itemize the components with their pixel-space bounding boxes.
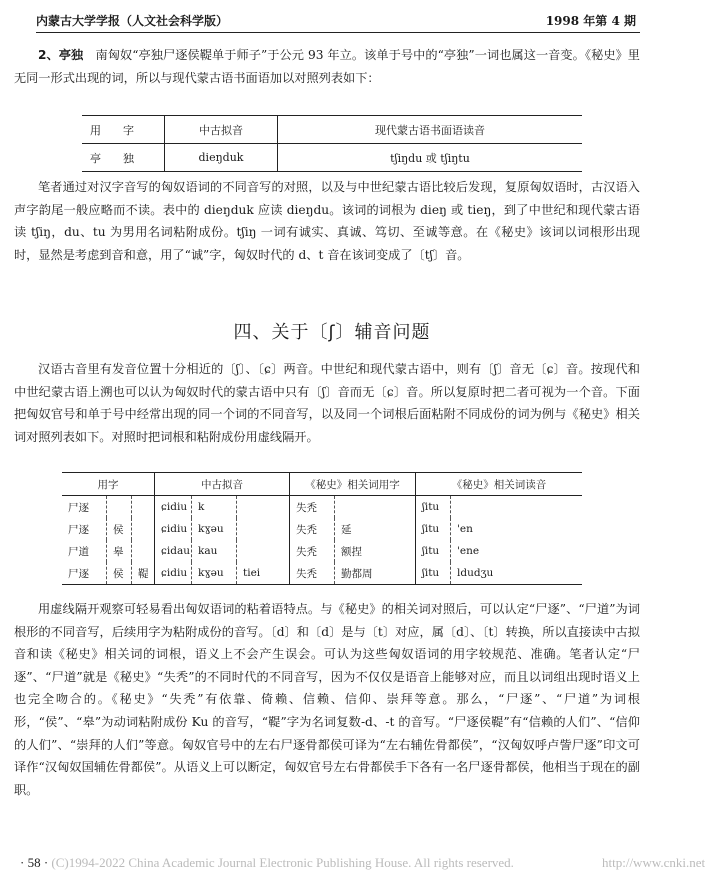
table-cell: 失秃: [290, 562, 335, 585]
website-link[interactable]: http://www.cnki.net: [602, 855, 705, 870]
page-footer: [20, 855, 705, 871]
table-cell: tʃiŋdu 或 tʃiŋtu: [278, 144, 583, 172]
table-cell: ʃitu: [416, 496, 451, 519]
header-cell: 中古拟音: [165, 116, 278, 144]
table-row: [62, 562, 582, 585]
table-cell: [107, 496, 132, 519]
table-cell: [132, 518, 155, 540]
table-cell: tiei: [237, 562, 290, 585]
table-cell: [451, 496, 583, 519]
table-cell: 延: [335, 518, 416, 540]
table-cell: 'en: [457, 523, 473, 535]
running-header: [36, 10, 640, 33]
table-cell: [237, 518, 290, 540]
table-cell: dieŋduk: [165, 144, 278, 172]
comparison-table-2: [62, 472, 582, 585]
table-cell: 亭独: [82, 144, 165, 172]
table-cell: [237, 540, 290, 562]
table-header-row: [62, 473, 582, 496]
table-header-row: [82, 116, 582, 144]
table-cell: ɕidiu: [155, 562, 192, 585]
table-cell: 侯: [107, 518, 132, 540]
paragraph-ting-du: [14, 44, 640, 89]
table-cell: 鞮: [132, 562, 155, 585]
comparison-table-1: [82, 115, 582, 172]
table-cell: kau: [192, 540, 237, 562]
table-cell: 'ene: [457, 545, 480, 557]
subsection-heading: 2、亭独: [38, 48, 84, 62]
table-cell: 失秃: [290, 496, 335, 519]
table-cell: 尸道: [62, 540, 107, 562]
header-cell: 用字: [82, 116, 165, 144]
table-cell: ʃitu: [416, 518, 451, 540]
table-cell: kɣəu: [192, 562, 237, 585]
table-cell: [132, 540, 155, 562]
table-cell: 勤都周: [335, 562, 416, 585]
table-row: [62, 540, 582, 562]
table-cell: ʃitu: [416, 562, 451, 585]
table-cell: kɣəu: [192, 518, 237, 540]
table-row: [62, 518, 582, 540]
table-cell: [237, 496, 290, 519]
header-cell: 中古拟音: [155, 473, 290, 496]
header-cell: 用字: [62, 473, 155, 496]
copyright-notice: (C)1994-2022 China Academic Journal Electronic Publishing House. All rights reserved.: [51, 855, 514, 870]
table-cell: 失秃: [290, 540, 335, 562]
paragraph-sh-consonant: 汉语古音里有发音位置十分相近的〔ʃ〕、〔ɕ〕两音。中世纪和现代蒙古语中，则有〔ʃ〕音无〔ɕ〕音。按现代和中世纪蒙古语上溯也可以认为匈奴时代的蒙古语中只有〔ʃ〕音而无〔ɕ〕音。所以复原时把二者可视为一个音。下面把匈奴官号和单于号中经常出现的同一个词的不同音写，以及同一个词根后面粘附不同成份的词为例与《秘史》相关词对照列表如下。对照时把词根和粘附成份用虚线隔开。: [14, 362, 640, 444]
table-cell: ɕidiu: [155, 518, 192, 540]
page-number: · 58 ·: [20, 855, 49, 870]
table-cell: 额捏: [335, 540, 416, 562]
table-cell: 皋: [107, 540, 132, 562]
table-cell: [335, 496, 416, 519]
table-cell: 侯: [107, 562, 132, 585]
table-cell: 失秃: [290, 518, 335, 540]
table-cell: ɕidau: [155, 540, 192, 562]
header-cell: 现代蒙古语书面语读音: [278, 116, 583, 144]
section-title: 四、关于〔ʃ〕辅音问题: [233, 322, 431, 343]
issue-number: 1998 年第 4 期: [545, 14, 636, 28]
table-cell: ʃitu: [416, 540, 451, 562]
paragraph-conclusion: 用虚线隔开观察可轻易看出匈奴语词的粘着语特点。与《秘史》的相关词对照后，可以认定“尸逐”、“尸道”为词根形的不同音写，后续用字为粘附成份的音写。〔d〕和〔d〕是与〔t〕对应，属〔d〕、〔t〕转换，所以直接读中古拟音和读《秘史》相关词的词根，语义上不会产生误会。可认为这些匈奴语词的用字较规范、准确。笔者认定“尸逐”、“尸道”就是《秘史》“失秃”的不同时代的不同音写，因为不仅仅是语音上能够对应，而且以词组出现时语义上也完全吻合的。《秘史》“失秃”有依靠、倚赖、信赖、信仰、崇拜等意。那么，“尸逐”、“尸道”为词根形，“侯”、“皋”为动词粘附成份 Ku 的音写，“鞮”字为名词复数-d、-t 的音写。“尸逐侯鞮”有“信赖的人们”、“信仰的人们”、“崇拜的人们”等意。匈奴官号中的左右尸逐骨都侯可译为“左右辅佐骨都侯”，“汉匈奴呼卢訾尸逐”印文可译作“汉匈奴国辅佐骨都侯”。从语义上可以断定，匈奴官号左右骨都侯手下各有一名尸逐骨都侯，他相当于现在的副职。: [14, 602, 640, 797]
table-cell: 尸逐: [62, 562, 107, 585]
table-cell: k: [192, 496, 237, 519]
table-row: [62, 496, 582, 519]
header-cell: 《秘史》相关词用字: [290, 473, 416, 496]
paragraph-analysis: 笔者通过对汉字音写的匈奴语词的不同音写的对照，以及与中世纪蒙古语比较后发现，复原匈奴语时，古汉语入声字韵尾一般应略而不读。表中的 dieŋduk 应读 dieŋdu。该词的词根为 dieŋ 或 tieŋ，到了中世纪和现代蒙古语读 tʃiŋ，du、tu 为男用名词粘附成份。tʃiŋ 一词有诚实、真诚、笃切、至诚等意。在《秘史》该词以词根形出现时，显然是考虑到音和意，用了“诚”字，匈奴时代的 d、t 音在该词变成了〔tʃ〕音。: [14, 180, 640, 262]
journal-title: 内蒙古大学学报（人文社会科学版）: [36, 14, 229, 28]
paragraph-text: 南匈奴“亭独尸逐侯鞮单于师子”于公元 93 年立。该单于号中的“亭独”一词也属这一音变。《秘史》里无同一形式出现的词，所以与现代蒙古语书面语加以对照列表如下：: [14, 48, 640, 85]
table-cell: 尸逐: [62, 518, 107, 540]
table-cell: ldudʒu: [451, 562, 583, 585]
table-cell: 尸逐: [62, 496, 107, 519]
header-cell: 《秘史》相关词读音: [416, 473, 583, 496]
table-row: [82, 144, 582, 172]
table-cell: ɕidiu: [155, 496, 192, 519]
table-cell: [132, 496, 155, 519]
